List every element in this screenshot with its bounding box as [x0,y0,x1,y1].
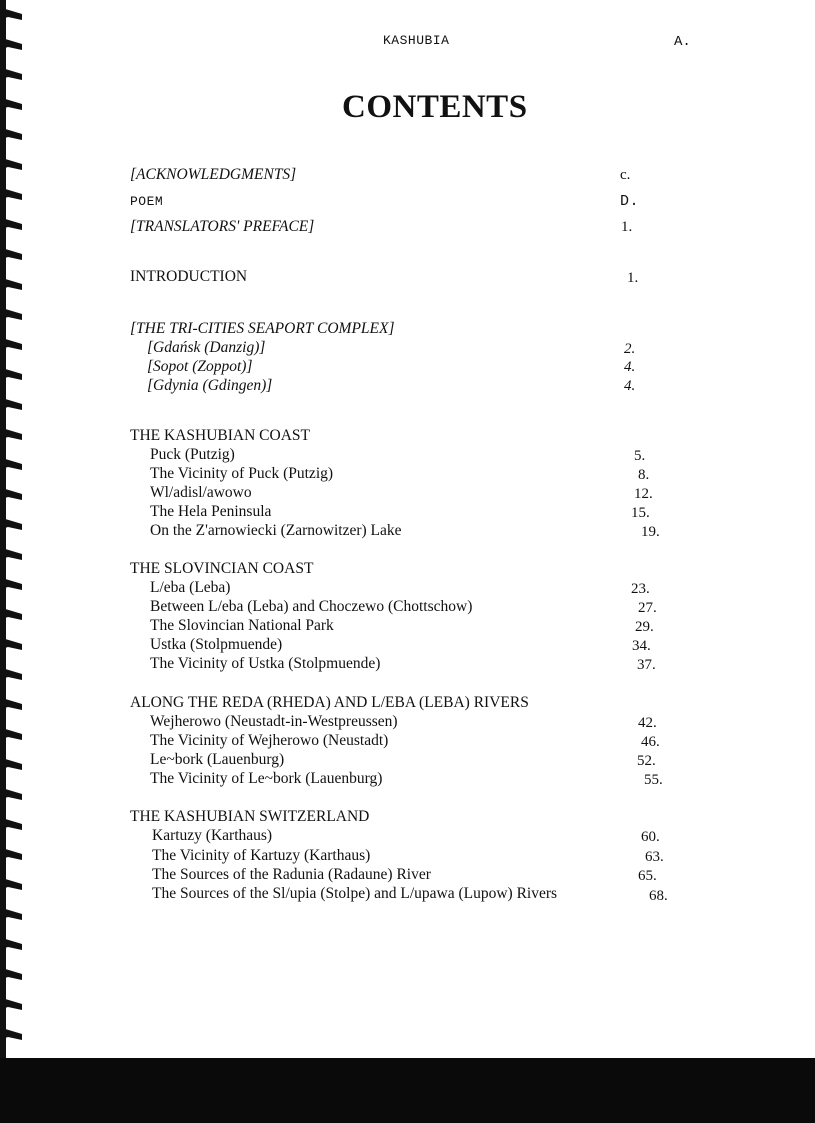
toc-page-number: 60. [641,829,660,845]
toc-section-heading: [THE TRI-CITIES SEAPORT COMPLEX] [130,320,395,337]
toc-entry: [TRANSLATORS' PREFACE] [130,218,315,235]
toc-page-number: 23. [631,581,650,597]
toc-page-number: 27. [638,600,657,616]
toc-page-number: 2. [624,341,636,357]
toc-page-number: 12. [634,486,653,502]
toc-page-number: 46. [641,734,660,750]
toc-entry: The Vicinity of Le~bork (Lauenburg) [150,770,383,787]
toc-page-number: 34. [632,638,651,654]
toc-entry: [Sopot (Zoppot)] [147,358,253,375]
toc-page-number: 68. [649,888,668,904]
toc-page-number: 37. [637,657,656,673]
toc-page-number: D. [620,193,640,210]
toc-entry: Ustka (Stolpmuende) [150,636,283,653]
toc-entry: Puck (Putzig) [150,446,235,463]
toc-entry: The Sources of the Sl/upia (Stolpe) and L/upawa (Lupow) Rivers [152,885,558,902]
toc-page-number: 8. [638,467,650,483]
toc-entry: The Hela Peninsula [150,503,272,520]
toc-section-heading: THE KASHUBIAN SWITZERLAND [130,808,370,825]
spiral-binding-graphic [0,0,26,1060]
toc-section-heading: ALONG THE REDA (RHEDA) AND L/EBA (LEBA) RIVERS [130,694,529,711]
toc-entry: The Vicinity of Kartuzy (Karthaus) [152,847,371,864]
toc-entry: Wejherowo (Neustadt-in-Westpreussen) [150,713,398,730]
toc-page-number: 15. [631,505,650,521]
toc-entry: The Vicinity of Ustka (Stolpmuende) [150,655,381,672]
toc-page-number: 65. [638,868,657,884]
toc-page-number: 1. [621,219,633,235]
toc-page-number: 1. [627,270,639,286]
toc-entry: The Vicinity of Wejherowo (Neustadt) [150,732,389,749]
toc-entry: [Gdynia (Gdingen)] [147,377,273,394]
toc-entry: POEM [130,194,164,209]
toc-entry: Le~bork (Lauenburg) [150,751,285,768]
scan-edge-shadow [0,1058,815,1123]
toc-page-number: 29. [635,619,654,635]
toc-page-number: 5. [634,448,646,464]
toc-entry: Wl/adisl/awowo [150,484,252,501]
toc-entry: Between L/eba (Leba) and Choczewo (Chottschow) [150,598,473,615]
toc-entry: [Gdańsk (Danzig)] [147,339,266,356]
toc-entry: The Slovincian National Park [150,617,334,634]
toc-entry: Kartuzy (Karthaus) [152,827,273,844]
running-header: KASHUBIA [383,33,450,48]
toc-page-number: 42. [638,715,657,731]
toc-entry: The Vicinity of Puck (Putzig) [150,465,334,482]
toc-page-number: 63. [645,849,664,865]
page-title: CONTENTS [342,89,528,125]
toc-entry: INTRODUCTION [130,268,248,285]
toc-page-number: 19. [641,524,660,540]
toc-section-heading: THE KASHUBIAN COAST [130,427,310,444]
toc-page-number: 4. [624,359,636,375]
toc-entry: [ACKNOWLEDGMENTS] [130,166,297,183]
toc-entry: On the Z'arnowiecki (Zarnowitzer) Lake [150,522,402,539]
toc-entry: The Sources of the Radunia (Radaune) River [152,866,431,883]
toc-page-number: 52. [637,753,656,769]
toc-section-heading: THE SLOVINCIAN COAST [130,560,314,577]
page-letter: A. [674,34,691,50]
toc-page-number: 4. [624,378,636,394]
toc-page-number: c. [620,167,631,183]
spiral-binding [0,0,26,1060]
toc-page-number: 55. [644,772,663,788]
toc-entry: L/eba (Leba) [150,579,231,596]
